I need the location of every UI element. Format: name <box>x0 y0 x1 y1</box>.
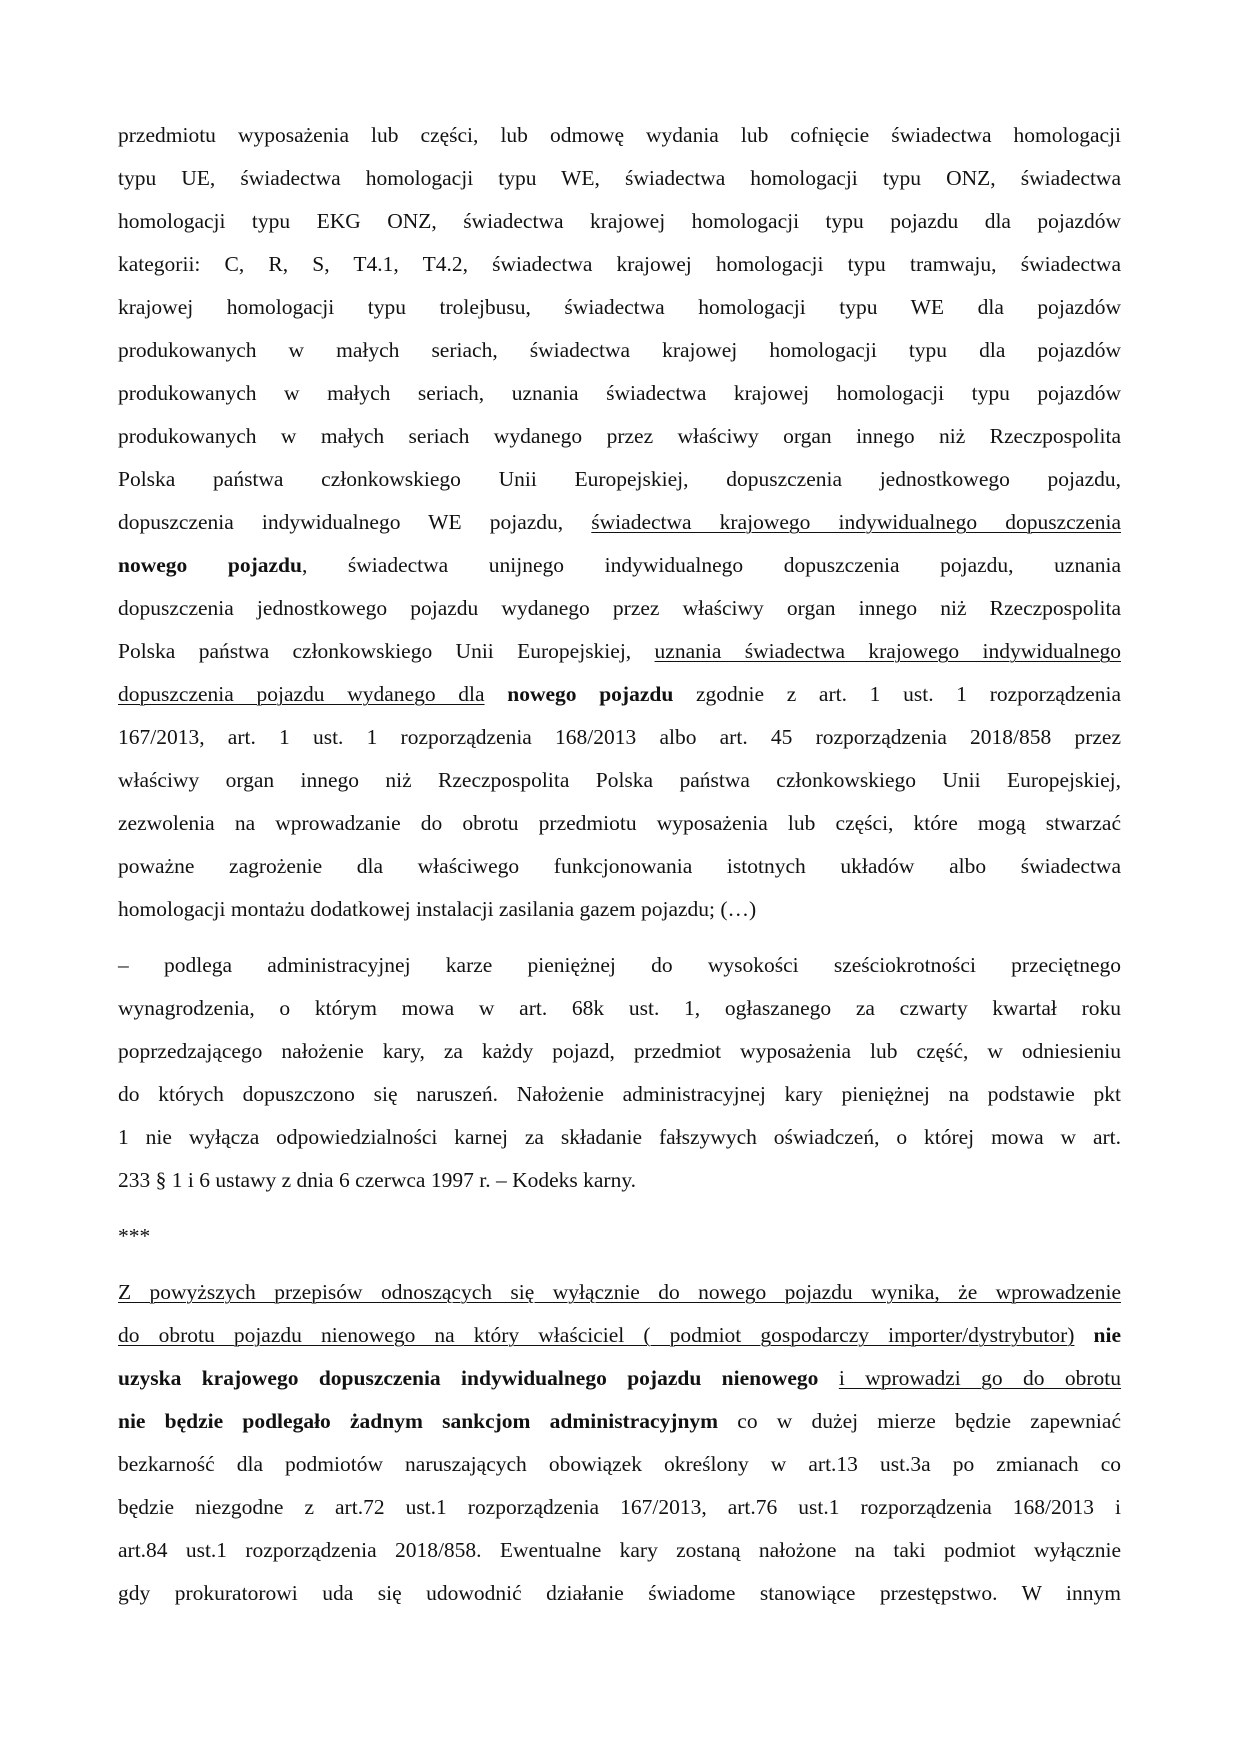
text-run: produkowanych w małych seriach, świadectwa krajowej homologacji typu dla pojazdów <box>118 338 1121 362</box>
text-line <box>118 808 1121 838</box>
underlined-text: dopuszczenia pojazdu wydanego dla <box>118 682 485 706</box>
text-run: produkowanych w małych seriach, uznania świadectwa krajowej homologacji typu pojazdów <box>118 381 1121 405</box>
text-run: , świadectwa unijnego indywidualnego dopuszczenia pojazdu, uznania <box>301 553 1121 577</box>
underlined-text: i wprowadzi go do obrotu <box>838 1366 1122 1390</box>
text-line <box>118 950 1121 980</box>
text-line <box>118 550 1121 580</box>
text-run: Polska państwa członkowskiego Unii Europejskiej, <box>118 639 655 663</box>
text-line <box>118 993 1121 1023</box>
text-run: Polska państwa członkowskiego Unii Europejskiej, dopuszczenia jednostkowego pojazdu, <box>118 467 1121 491</box>
text-run: poważne zagrożenie dla właściwego funkcjonowania istotnych układów albo świadectwa <box>118 854 1121 878</box>
text-run: 167/2013, art. 1 ust. 1 rozporządzenia 168/2013 albo art. 45 rozporządzenia 2018/858 przez <box>118 725 1121 749</box>
text-line <box>118 636 1121 666</box>
text-run: 1 nie wyłącza odpowiedzialności karnej za składanie fałszywych oświadczeń, o której mowa w art. <box>118 1125 1121 1149</box>
text-line <box>118 206 1121 236</box>
text-line <box>118 163 1121 193</box>
text-run: *** <box>118 1224 151 1248</box>
text-line <box>118 1578 1121 1608</box>
text-line <box>118 1406 1121 1436</box>
text-line <box>118 1036 1121 1066</box>
text-run: wynagrodzenia, o którym mowa w art. 68k ust. 1, ogłaszanego za czwarty kwartał roku <box>118 996 1121 1020</box>
text-run: dopuszczenia jednostkowego pojazdu wydanego przez właściwy organ innego niż Rzeczpospolita <box>118 596 1121 620</box>
text-run: art.84 ust.1 rozporządzenia 2018/858. Ewentualne kary zostaną nałożone na taki podmiot wyłącznie <box>118 1538 1121 1562</box>
text-line <box>118 378 1121 408</box>
underlined-text: do obrotu pojazdu nienowego na który właściciel ( podmiot gospodarczy importer/dystrybutor) <box>118 1323 1075 1347</box>
text-run <box>485 682 508 706</box>
text-run: homologacji typu EKG ONZ, świadectwa krajowej homologacji typu pojazdu dla pojazdów <box>118 209 1121 233</box>
text-line <box>118 1122 1121 1152</box>
text-line <box>118 593 1121 623</box>
text-run: zgodnie z art. 1 ust. 1 rozporządzenia <box>673 682 1121 706</box>
bold-text: nie będzie podlegało żadnym sankcjom administracyjnym <box>118 1409 719 1433</box>
text-run: gdy prokuratorowi uda się udowodnić działanie świadome stanowiące przestępstwo. W innym <box>118 1581 1121 1605</box>
underlined-text: świadectwa krajowego indywidualnego dopuszczenia <box>591 510 1121 534</box>
text-run: do których dopuszczono się naruszeń. Nałożenie administracyjnej kary pieniężnej na podstawie pkt <box>118 1082 1121 1106</box>
bold-text: nowego pojazdu <box>118 553 302 577</box>
text-line <box>118 464 1121 494</box>
underlined-text: uznania świadectwa krajowego indywidualnego <box>654 639 1121 663</box>
text-run: dopuszczenia indywidualnego WE pojazdu, <box>118 510 592 534</box>
text-line <box>118 1277 1121 1307</box>
text-run: poprzedzającego nałożenie kary, za każdy pojazd, przedmiot wyposażenia lub część, w odniesieniu <box>118 1039 1121 1063</box>
text-line <box>118 1449 1121 1479</box>
text-line <box>118 1221 1121 1251</box>
text-line <box>118 120 1121 150</box>
text-line <box>118 507 1121 537</box>
text-line <box>118 1363 1121 1393</box>
underlined-text: Z powyższych przepisów odnoszących się wyłącznie do nowego pojazdu wynika, że wprowadzenie <box>118 1280 1121 1304</box>
text-run: kategorii: C, R, S, T4.1, T4.2, świadectwa krajowej homologacji typu tramwaju, świadectwa <box>118 252 1121 276</box>
bold-text: nie <box>1093 1323 1122 1347</box>
text-run: homologacji montażu dodatkowej instalacji zasilania gazem pojazdu; (…) <box>118 897 757 921</box>
text-run: – podlega administracyjnej karze pieniężnej do wysokości sześciokrotności przeciętnego <box>118 953 1121 977</box>
text-run: bezkarność dla podmiotów naruszających obowiązek określony w art.13 ust.3a po zmianach co <box>118 1452 1121 1476</box>
text-run: krajowej homologacji typu trolejbusu, świadectwa homologacji typu WE dla pojazdów <box>118 295 1121 319</box>
text-line <box>118 1079 1121 1109</box>
text-run: przedmiotu wyposażenia lub części, lub odmowę wydania lub cofnięcie świadectwa homologacji <box>118 123 1121 147</box>
text-run <box>818 1366 838 1390</box>
text-line <box>118 1320 1121 1350</box>
bold-text: nowego pojazdu <box>507 682 674 706</box>
text-line <box>118 679 1121 709</box>
bold-text: uzyska krajowego dopuszczenia indywidualnego pojazdu nienowego <box>118 1366 819 1390</box>
text-line <box>118 765 1121 795</box>
text-line <box>118 421 1121 451</box>
text-run: właściwy organ innego niż Rzeczpospolita Polska państwa członkowskiego Unii Europejskiej, <box>118 768 1121 792</box>
text-run <box>1074 1323 1093 1347</box>
text-line <box>118 894 1121 924</box>
text-line <box>118 335 1121 365</box>
text-line <box>118 1165 1121 1195</box>
text-line <box>118 1492 1121 1522</box>
text-line <box>118 851 1121 881</box>
text-run: produkowanych w małych seriach wydanego przez właściwy organ innego niż Rzeczpospolita <box>118 424 1121 448</box>
text-line <box>118 249 1121 279</box>
text-run: 233 § 1 i 6 ustawy z dnia 6 czerwca 1997 r. – Kodeks karny. <box>118 1168 637 1192</box>
text-run: co w dużej mierze będzie zapewniać <box>718 1409 1121 1433</box>
text-line <box>118 292 1121 322</box>
text-run: typu UE, świadectwa homologacji typu WE, świadectwa homologacji typu ONZ, świadectwa <box>118 166 1121 190</box>
text-run: będzie niezgodne z art.72 ust.1 rozporządzenia 167/2013, art.76 ust.1 rozporządzenia 168/2013 i <box>118 1495 1121 1519</box>
text-line <box>118 1535 1121 1565</box>
text-line <box>118 722 1121 752</box>
text-run: zezwolenia na wprowadzanie do obrotu przedmiotu wyposażenia lub części, które mogą stwarzać <box>118 811 1121 835</box>
